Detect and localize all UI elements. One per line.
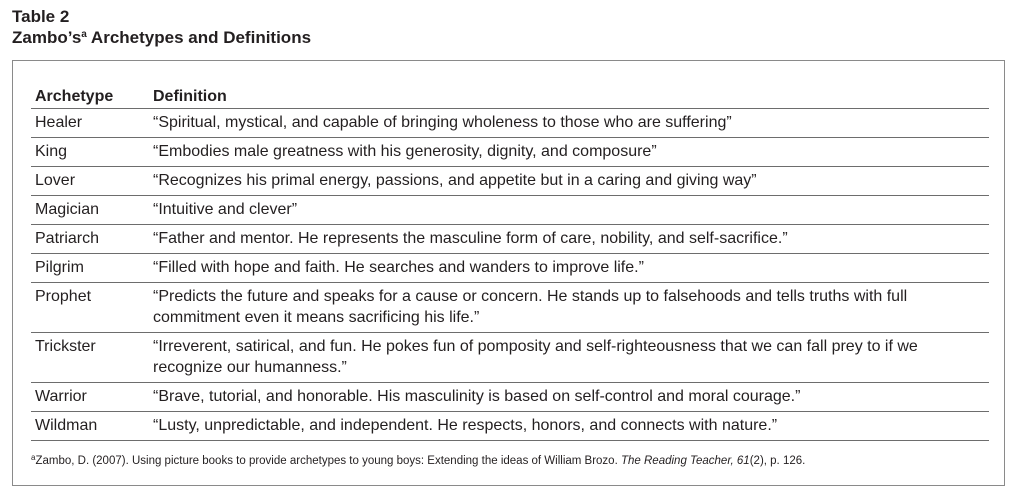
definition-cell: “Father and mentor. He represents the masculine form of care, nobility, and self-sacrifice.” [149, 225, 989, 254]
archetype-cell: Trickster [31, 333, 149, 383]
definition-cell: “Spiritual, mystical, and capable of bringing wholeness to those who are suffering” [149, 109, 989, 138]
archetype-cell: Pilgrim [31, 254, 149, 283]
table-frame [12, 60, 1005, 486]
definition-cell: “Predicts the future and speaks for a cause or concern. He stands up to falsehoods and tells truths with full commitment even it means sacrificing his life.” [149, 283, 989, 333]
definition-cell: “Filled with hope and faith. He searches and wanders to improve life.” [149, 254, 989, 283]
archetype-cell: Patriarch [31, 225, 149, 254]
table-title-prefix: Zambo’s [12, 28, 82, 47]
archetype-cell: King [31, 138, 149, 167]
footnote-tail: (2), p. 126. [749, 455, 806, 467]
footnote-journal: The Reading Teacher, 61 [620, 455, 750, 467]
archetype-cell: Lover [31, 167, 149, 196]
table-row [31, 109, 989, 138]
column-header-definition: Definition [149, 81, 989, 109]
footnote-marker: a [81, 29, 87, 40]
definition-cell: “Irreverent, satirical, and fun. He pokes fun of pomposity and self-righteousness that we can fall prey to if we recognize our humanness.” [149, 333, 989, 383]
table-row [31, 254, 989, 283]
archetype-table [31, 81, 989, 441]
definition-cell: “Lusty, unpredictable, and independent. He respects, honors, and connects with nature.” [149, 412, 989, 441]
table-number: Table 2 [12, 7, 70, 26]
definition-cell: “Intuitive and clever” [149, 196, 989, 225]
table-footnote [31, 455, 805, 467]
archetype-cell: Magician [31, 196, 149, 225]
table-row [31, 138, 989, 167]
column-header-archetype: Archetype [31, 81, 149, 109]
footnote-text: Zambo, D. (2007). Using picture books to provide archetypes to young boys: Extending the ideas of William Brozo. [35, 455, 621, 467]
table-row [31, 283, 989, 333]
table-body [31, 109, 989, 441]
table-title [12, 27, 311, 48]
footnote-marker: a [31, 453, 36, 462]
table-row [31, 225, 989, 254]
table-row [31, 196, 989, 225]
archetype-cell: Prophet [31, 283, 149, 333]
archetype-cell: Warrior [31, 383, 149, 412]
table-title-suffix: Archetypes and Definitions [86, 28, 312, 47]
definition-cell: “Embodies male greatness with his generosity, dignity, and composure” [149, 138, 989, 167]
table-caption [12, 6, 311, 48]
table-header-row [31, 81, 989, 109]
definition-cell: “Brave, tutorial, and honorable. His masculinity is based on self-control and moral courage.” [149, 383, 989, 412]
definition-cell: “Recognizes his primal energy, passions, and appetite but in a caring and giving way” [149, 167, 989, 196]
archetype-cell: Healer [31, 109, 149, 138]
table-row [31, 167, 989, 196]
table-row [31, 412, 989, 441]
table-row [31, 383, 989, 412]
table-row [31, 333, 989, 383]
archetype-cell: Wildman [31, 412, 149, 441]
table-wrapper [31, 81, 989, 441]
